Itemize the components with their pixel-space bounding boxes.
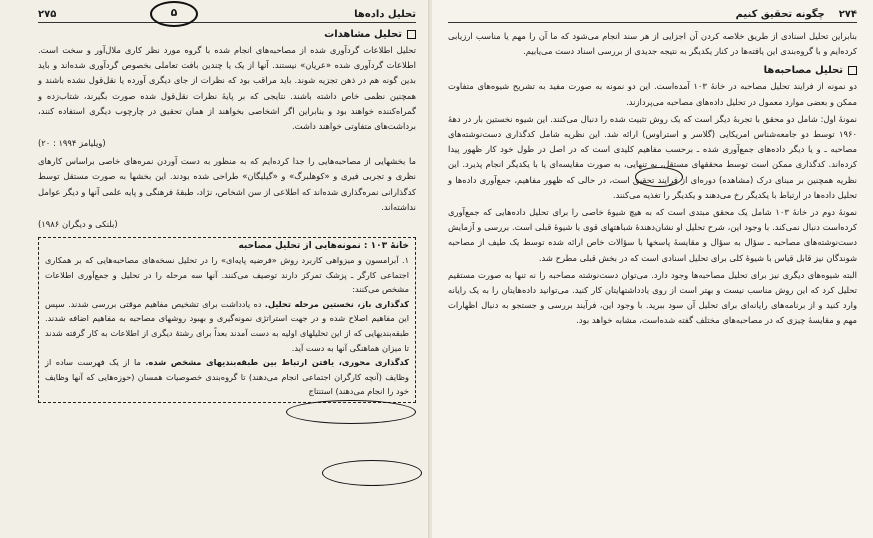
right-page-header — [448, 6, 857, 23]
section-title-observation-analysis — [38, 29, 416, 40]
box-103-title: خانهٔ ۱۰۳ : نمونه‌هایی از تحلیل مصاحبه — [238, 241, 409, 252]
handwritten-margin-mark: ۵ — [150, 1, 198, 27]
citation-belenky-text: (بلنکی و دیگران ۱۹۸۶) — [38, 219, 118, 230]
example1-paragraph: نمونهٔ اول: شامل دو محقق با تجربهٔ دیگر است که یک روش تثبیت شده را دنبال می‌کنند. این شیوه نخستین بار در دههٔ ۱۹۶۰ توسط دو جامعه‌شناس امریکایی (گلاسر و استراوس) ارائه شد. این نظریه شامل کدگذاری دست‌نوشته‌های مصاحبه ـ و یا دیگر داده‌های جمع‌آوری شده ـ برحسب مفاهیم کلیدی است که در اصل در طول خود کار ظهور پیدا کرده‌اند. کدگذاری ممکن است توسط محققهای مستقل، به تنهایی، به صورت مقایسه‌ای یا با یکدیگر انجام پذیرد. این نظریه همچنین بر مبنای درک (مشاهده) دوره‌ای از فرایند تحقیق است، در حالی که ظهور مفاهیم، جمع‌آوری داده‌ها و تحلیل داده‌ها در ارتباط با یکدیگر رخ می‌دهند و یکدیگر را تغذیه می‌کنند. — [448, 113, 857, 200]
checkbox-square-icon — [407, 30, 416, 39]
box-item2 — [45, 355, 409, 399]
citation-belenky — [38, 217, 416, 231]
box-item1-sub — [45, 297, 409, 355]
handwritten-circle-established — [635, 167, 683, 187]
right-page-number: ۲۷۴ — [838, 8, 857, 20]
intro-paragraph: بنابراین تحلیل اسنادی از طریق خلاصه کردن آن اجزایی از هر سند انجام می‌شود که ما آن را مهم یا مناسب ارزیابی کرده‌ایم و با گروه‌بندی این یافته‌ها در کنار یکدیگر به نتیجه جدیدی از بررسی اسناد دست می‌یابیم. — [448, 31, 857, 57]
observation-paragraph: تحلیل اطلاعات گردآوری شده از مصاحبه‌های انجام شده با گروه مورد نظر کاری ملال‌آور و سخت است. اطلاعات گردآوری شده «عریان» نیستند. آنها از یک یا چندین بافت تعاملی بخصوص گردآوری شده‌اند و باید بدین گونه هم در ذهن تجزیه شوند. باید مراقب بود که نظرات از جای دیگری آورده یا نقل‌قول نشده باشند و همچنین نظمی خاص داشته باشند. نتایجی که بر پایهٔ نظرات نقل‌قول شده صورت بگیرند، شتاب‌زده و گمراه‌کننده خواهند بود و بنابراین اگر اشخاصی بخواهند از همان تحقیق در چارچوب دیگری استفاده کنند، برداشت‌های متفاوتی خواهند داشت. — [38, 45, 416, 132]
handwritten-circle-open-coding — [286, 400, 416, 424]
section-title-interview-analysis — [448, 65, 857, 76]
axial-coding-text: ما از یک فهرست ساده از وظایف (آنچه کارگران اجتماعی انجام می‌دهند) تا گروه‌بندی خصوصیات همسان (حوزه‌هایی که آنها وظایف خود را انجام می‌دهند) استنتاج — [45, 357, 409, 397]
left-page — [0, 0, 430, 538]
citation-williams — [38, 136, 416, 150]
section-title-text: تحلیل مشاهدات — [324, 29, 402, 40]
interview-sections-paragraph: ما بخشهایی از مصاحبه‌هایی را جدا کرده‌ایم که به منظور به دست آوردن نمره‌های خاصی براساس کارهای نظری و تجربی فیری و «کوهلبرگ» و «گیلیگان» طراحی شده بودند. این بخشها به صورت مستقل توسط کدگذارانی نمره‌گذاری شده‌اند که اطلاعی از سن اشخاص، نژاد، طبقهٔ فرهنگی و پایه علمی آنها و دیگر عوامل نداشته‌اند. — [38, 156, 416, 212]
open-coding-text: ده یادداشت برای تشخیص مفاهیم موقتی بررسی شدند. سپس این مفاهیم اصلاح شده و در جهت استراتژی نمونه‌گیری و بهبود روشهای مصاحبه به مفاهیم اضافه شدند. طبقه‌بندیهایی که از این تحلیلهای اولیه به دست آمدند بعداً برای رشتهٔ دیگری از اطلاعات به کار گرفته شدند تا میزان هماهنگی آنها به دست آید. — [45, 298, 409, 353]
checkbox-square-icon — [848, 66, 857, 75]
handwritten-circle-axial-coding — [322, 460, 422, 486]
open-coding-label: کدگذاری باز، نخستین مرحله تحلیل. — [264, 298, 410, 309]
interview-section-paragraph: دو نمونه از فرایند تحلیل مصاحبه در خانهٔ ۱۰۳ آمده‌است. این دو نمونه به صورت مفید به تشریح شیوه‌های متفاوت ممکن و بعضی موارد معمول در تحلیل داده‌های مصاحبه می‌پردازند. — [448, 81, 857, 107]
left-header-title: تحلیل داده‌ها — [354, 8, 416, 20]
example2-paragraph: نمونهٔ دوم در خانهٔ ۱۰۳ شامل یک محقق مبتدی است که به هیچ شیوهٔ خاصی را برای تحلیل داده‌هایی که جمع‌آوری کرده‌است دنبال نمی‌کند. با وجود این، شرح تحلیل او نشان‌دهندهٔ شباهتهای قوی با شیوهٔ قبلی است. بررسی و آزمایش دست‌نوشته‌های مصاحبه ـ سؤال به سؤال و مقایسهٔ پاسخها با سؤالات خاص ارائه شده توسط یک طیف از مصاحبه شوندگان نیز قابل قیاس با شیوهٔ کلی برای تحلیل اسنادی است که در بخش قبلی مطرح شد. — [448, 207, 857, 263]
left-page-header — [38, 6, 416, 23]
right-header-title: چگونه تحقیق کنیم — [735, 8, 825, 20]
right-page — [432, 0, 873, 538]
left-page-number: ۲۷۵ — [38, 8, 57, 20]
closing-paragraph: البته شیوه‌های دیگری نیز برای تحلیل مصاحبه‌ها وجود دارد. می‌توان دست‌نوشته مصاحبه را نه تنها به صورت مستقیم تحلیل کرد که این روش مناسب نیست و بهتر است از روی یادداشتهایتان کار کنید. می‌توانید داده‌هایتان را به یک رایانه وارد کنید و از برنامه‌های رایانه‌ای برای تحلیل آن سود ببرید. با وجود این، فرآیند بررسی و جستجو به دنبال اظهارات مهم و مقایسهٔ چیزی که در مصاحبه‌های مختلف گفته شده‌است، مشابه خواهد بود. — [448, 269, 857, 326]
right-page-number-and-title — [736, 9, 857, 20]
box-item1-intro: ۱. آبرامسون و میزواهی کاربرد روش «فرضیه پایه‌ای» را در تحلیل نسخه‌های مصاحبه‌هایی که بر همکاری اجتماعی کارگر ـ پزشک تمرکز دارند توصیف می‌کنند. آنها سه مرحله را در تحلیل و جمع‌آوری اطلاعات مشخص می‌کنند: — [45, 255, 409, 295]
box-103 — [38, 237, 416, 403]
axial-coding-label: کدگذاری محوری، یافتن ارتباط بین طبقه‌بندیهای مشخص شده. — [145, 357, 410, 368]
citation-williams-text: (ویلیامز ۱۹۹۴ : ۲۰) — [38, 138, 106, 149]
section-title-text: تحلیل مصاحبه‌ها — [763, 65, 843, 77]
